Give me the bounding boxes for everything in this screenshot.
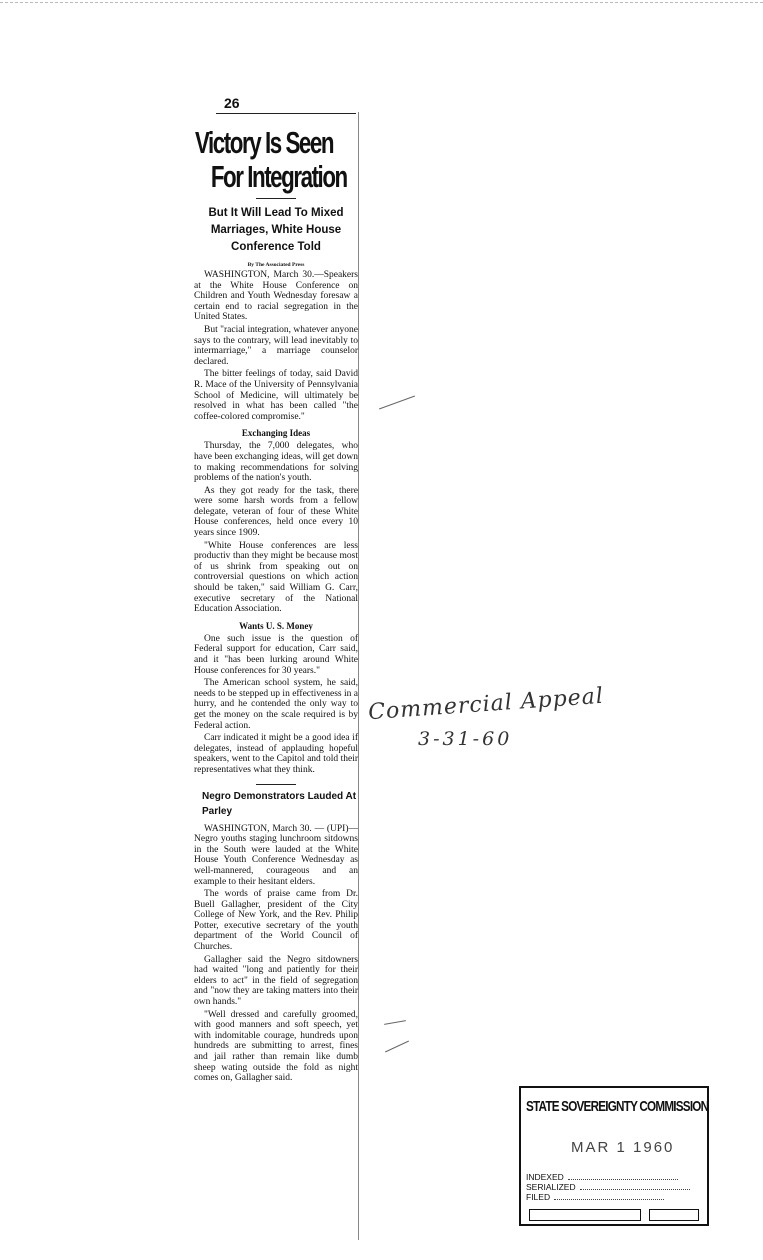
paragraph: Carr indicated it might be a good idea if delegates, instead of applauding hopeful speakers, went to the Capitol and told their representatives what they think.: [194, 733, 358, 775]
paragraph: "White House conferences are less productiv than they might be because most of us shrink from speaking out on controversial questions on which action should be taken," said William G. Carr, executive secretary of the National Education Association.: [194, 540, 358, 615]
paragraph: But "racial integration, whatever anyone says to the contrary, will lead inevitably to intermarriage," a marriage counselor declared.: [194, 324, 358, 367]
section-rule: [256, 784, 296, 785]
stamp-field-filed: FILED: [526, 1192, 707, 1202]
second-headline: Negro Demonstrators Lauded At Parley: [202, 790, 357, 817]
stamp-fields: [526, 1172, 707, 1202]
headline-line1: Victory Is Seen: [195, 125, 334, 160]
paragraph: The bitter feelings of today, said David R. Mace of the University of Pennsylvania School of Medicine, will ultimately be resolved in what has been called "the coffee-colored compromise.": [194, 369, 358, 422]
stamp-box-right: [649, 1209, 699, 1221]
article-body: [194, 270, 358, 1084]
paragraph: WASHINGTON, March 30.—Speakers at the White House Conference on Children and Youth Wednesday foresaw a certain end to racial segregation in the United States.: [194, 270, 358, 323]
top-dashed-border: [0, 2, 763, 3]
clipping-edge-line: [358, 112, 359, 1240]
deck-headline: But It Will Lead To Mixed Marriages, White House Conference Told: [208, 207, 344, 253]
stamp-title: STATE SOVEREIGNTY COMMISSION: [526, 1098, 709, 1115]
paragraph: As they got ready for the task, there were some harsh words from a fellow delegate, veteran of four of these White House conferences, held once every 10 years since 1909.: [194, 485, 358, 539]
byline: By The Associated Press: [247, 262, 305, 268]
pen-mark: [384, 1020, 406, 1025]
subhead-exchanging-ideas: Exchanging Ideas: [241, 428, 311, 439]
headline-rule: [256, 198, 296, 199]
paragraph: Thursday, the 7,000 delegates, who have been exchanging ideas, will get down to making recommendations for solving problems of the nation's youth.: [194, 441, 358, 484]
top-rule: [216, 113, 356, 114]
headline: [195, 126, 355, 194]
pen-mark: [379, 396, 415, 410]
paragraph: "Well dressed and carefully groomed, with good manners and soft speech, yet with indomitable courage, hundreds upon hundreds are submitting to arrest, fines and jail rather than remain like dumb sheep wating outside the fold as night comes on, Gallagher said.: [194, 1009, 358, 1084]
paragraph: The words of praise came from Dr. Buell Gallagher, president of the City College of New York, and the Rev. Philip Potter, executive secretary of the youth department of the World Council of Churches.: [194, 889, 358, 953]
newspaper-clipping: [194, 95, 358, 1086]
pen-mark: [385, 1041, 409, 1053]
stamp-field-indexed: INDEXED: [526, 1172, 707, 1182]
commission-stamp: [519, 1086, 709, 1226]
handwritten-date: 3-31-60: [418, 728, 513, 750]
subhead-wants-money: Wants U. S. Money: [239, 620, 313, 631]
stamp-box-left: [529, 1209, 641, 1221]
stamp-date: MAR 1 1960: [571, 1139, 675, 1156]
page-number: 26: [224, 95, 240, 111]
paragraph: Gallagher said the Negro sitdowners had waited "long and patiently for their elders to act" in the field of segregation and "now they are taking matters into their own hands.": [194, 954, 358, 1008]
stamp-field-serialized: SERIALIZED: [526, 1182, 707, 1192]
headline-line2: For Integration: [210, 159, 347, 194]
paragraph: One such issue is the question of Federal support for education, Carr said, and it "has been lurking around White House conferences for 30 years.": [194, 633, 358, 676]
handwritten-source: Commercial Appeal: [367, 683, 605, 726]
paragraph: The American school system, he said, needs to be stepped up in effectiveness in a hurry, and he contended the only way to get the money on the scale required is by Federal action.: [194, 678, 358, 731]
paragraph: WASHINGTON, March 30. — (UPI)— Negro youths staging lunchroom sitdowns in the South were lauded at the White House Youth Conference Wednesday as well-mannered, courageous and an example to their hesitant elders.: [194, 823, 358, 887]
